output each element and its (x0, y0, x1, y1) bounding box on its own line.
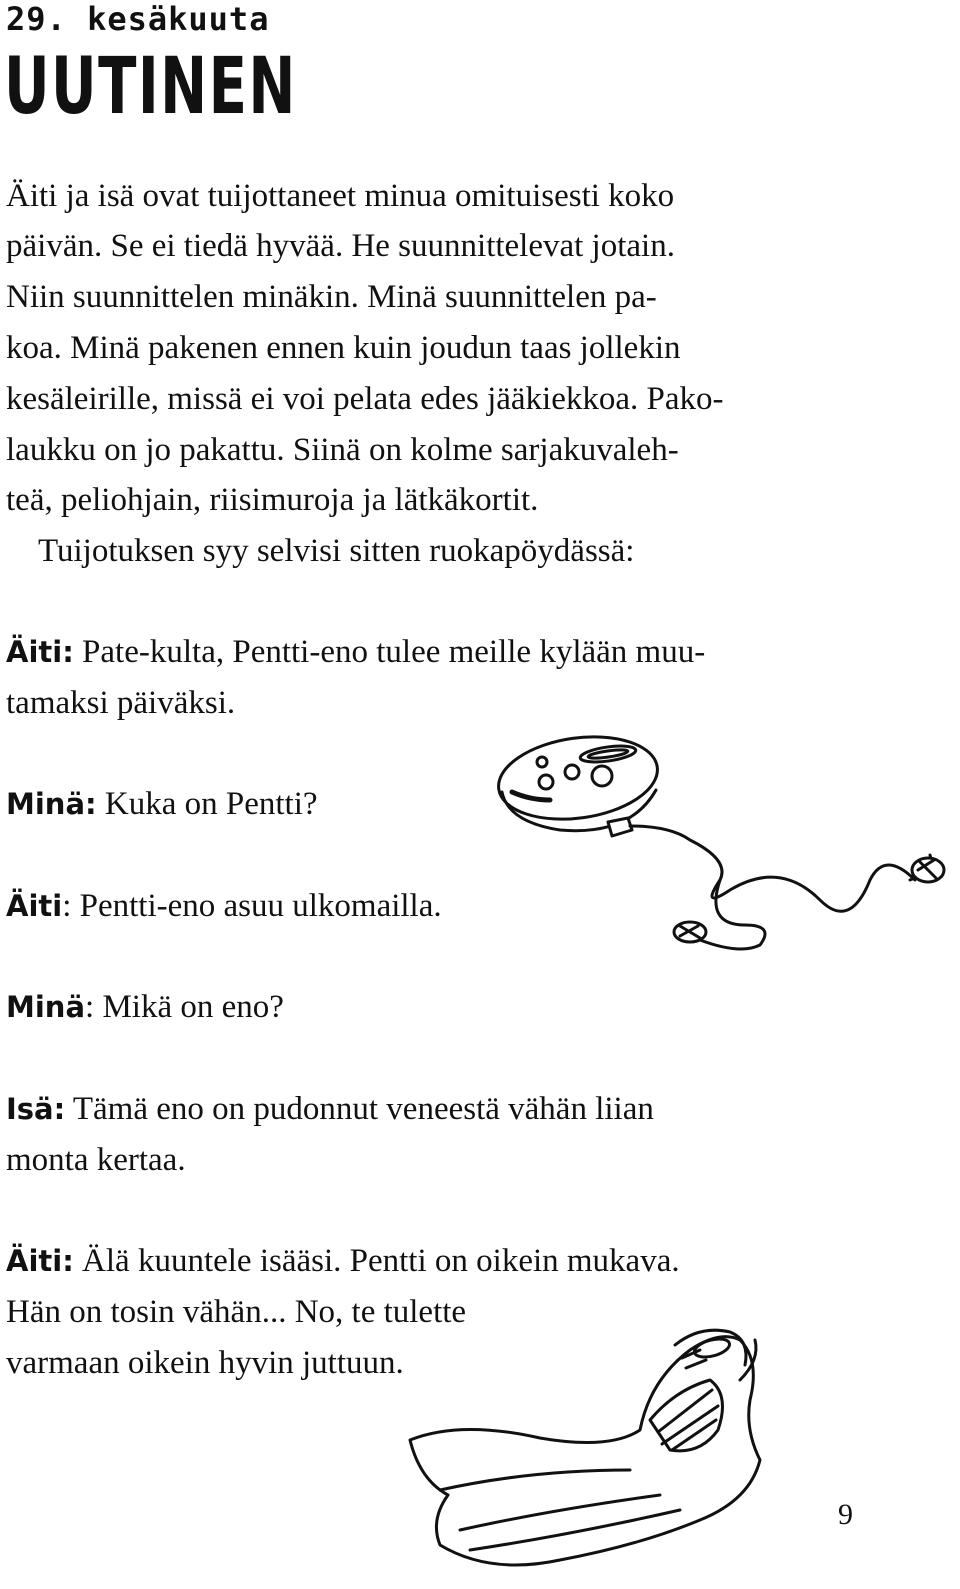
speaker-separator: : (62, 888, 72, 924)
entry-date: 29. kesäkuuta (6, 0, 270, 38)
dialogue-line: varmaan oikein hyvin juttuun. (6, 1345, 404, 1381)
page-title: UUTINEN (4, 42, 297, 132)
narrative-line: teä, peliohjain, riisimuroja ja lätkäkortit. (6, 482, 539, 518)
dialogue-line: tamaksi päiväksi. (6, 685, 236, 721)
dialogue-line (6, 890, 442, 923)
dialogue-line (6, 788, 318, 821)
page-number: 9 (838, 1498, 853, 1531)
dialogue-line (6, 636, 705, 669)
speaker-label: Äiti: (6, 635, 74, 669)
dialogue-line (6, 1093, 654, 1126)
dialogue-text: Pate-kulta, Pentti-eno tulee meille kylään muu- (82, 634, 706, 670)
narrative-line: koa. Minä pakenen ennen kuin joudun taas jollekin (6, 330, 681, 366)
dialogue-text: Mikä on eno? (102, 989, 284, 1025)
narrative-line: Tuijotuksen syy selvisi sitten ruokapöydässä: (38, 533, 635, 569)
speaker-label: Isä: (6, 1092, 66, 1126)
dialogue-text: Kuka on Pentti? (104, 786, 318, 822)
cd-player-illustration (490, 730, 950, 960)
flipper-illustration (400, 1320, 900, 1585)
dialogue-text: Tämä eno on pudonnut veneestä vähän liian (72, 1091, 654, 1127)
speaker-label: Minä: (6, 787, 97, 821)
narrative-line: päivän. Se ei tiedä hyvää. He suunnittelevat jotain. (6, 228, 675, 264)
dialogue-line: monta kertaa. (6, 1142, 186, 1178)
speaker-label: Äiti: (6, 1244, 74, 1278)
narrative-line: laukku on jo pakattu. Siinä on kolme sarjakuvaleh- (6, 432, 679, 468)
dialogue-text: Pentti-eno asuu ulkomailla. (79, 888, 442, 924)
dialogue-text: Älä kuuntele isääsi. Pentti on oikein mukava. (82, 1243, 680, 1279)
narrative-line: kesäleirille, missä ei voi pelata edes jääkiekkoa. Pako- (6, 381, 724, 417)
speaker-label: Minä (6, 990, 86, 1024)
speaker-label: Äiti (6, 889, 63, 923)
speaker-separator: : (85, 989, 95, 1025)
dialogue-line (6, 991, 284, 1024)
dialogue-line (6, 1245, 680, 1278)
dialogue-line: Hän on tosin vähän... No, te tulette (6, 1294, 467, 1330)
narrative-line: Äiti ja isä ovat tuijottaneet minua omituisesti koko (6, 178, 675, 214)
narrative-line: Niin suunnittelen minäkin. Minä suunnittelen pa- (6, 279, 657, 315)
